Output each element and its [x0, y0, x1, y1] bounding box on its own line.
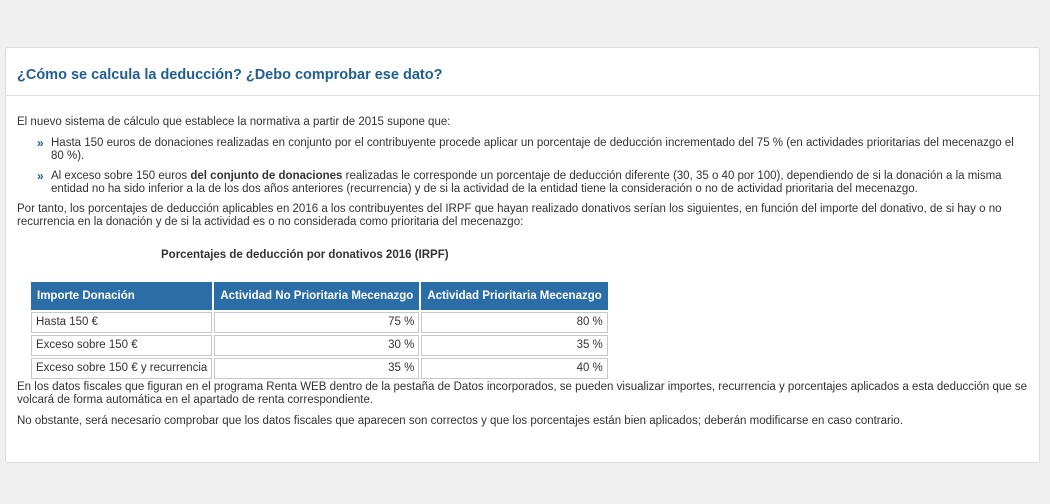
cell-prioritaria: 40 % — [421, 358, 607, 379]
table-caption: Porcentajes de deducción por donativos 2016 (IRPF) — [161, 249, 449, 261]
paragraph-renta-web: En los datos fiscales que figuran en el programa Renta WEB dentro de la pestaña de Datos incorporados, se pueden visualizar importes, recurrencia y porcentajes aplicados a esta deducción que se volcará de forma automática en el apartado de renta correspondiente. — [17, 381, 1028, 406]
bullet-text-pre: Al exceso sobre 150 euros — [51, 170, 191, 182]
deduction-table — [29, 280, 610, 381]
column-header-no-prioritaria: Actividad No Prioritaria Mecenazgo — [214, 282, 419, 310]
faq-panel — [5, 47, 1040, 463]
cell-importe: Exceso sobre 150 € y recurrencia — [31, 358, 212, 379]
table-row — [31, 335, 608, 356]
bullet-text-bold: del conjunto de donaciones — [190, 170, 343, 182]
cell-importe: Exceso sobre 150 € — [31, 335, 212, 356]
list-item — [37, 170, 1028, 196]
panel-heading — [6, 48, 1039, 96]
double-chevron-right-icon: » — [37, 136, 44, 150]
column-header-importe: Importe Donación — [31, 282, 212, 310]
cell-no-prioritaria: 75 % — [214, 312, 419, 333]
bullet-list — [17, 137, 1028, 196]
table-header-row — [31, 282, 608, 310]
cell-prioritaria: 80 % — [421, 312, 607, 333]
list-item — [37, 137, 1028, 163]
cell-no-prioritaria: 30 % — [214, 335, 419, 356]
panel-body — [6, 96, 1039, 428]
bullet-text-post: realizadas le corresponde un porcentaje de deducción diferente (30, 35 o 40 por 100), dependiendo de si la donación a la misma entidad no ha sido inferior a la de los dos años anteriores (recurrencia) y de si la actividad de la entidad tiene la consideración o no de actividad prioritaria del mecenazgo. — [51, 170, 1002, 195]
cell-no-prioritaria: 35 % — [214, 358, 419, 379]
table-row — [31, 312, 608, 333]
intro-paragraph: El nuevo sistema de cálculo que establece la normativa a partir de 2015 supone que: — [17, 116, 451, 128]
page-title: ¿Cómo se calcula la deducción? ¿Debo comprobar ese dato? — [17, 67, 443, 83]
bullet-text: Hasta 150 euros de donaciones realizadas en conjunto por el contribuyente procede aplicar un porcentaje de deducción incrementado del 75 % (en actividades prioritarias del mecenazgo el 80 %). — [51, 137, 1014, 162]
cell-importe: Hasta 150 € — [31, 312, 212, 333]
double-chevron-right-icon: » — [37, 169, 44, 183]
table-row — [31, 358, 608, 379]
paragraph-percentages: Por tanto, los porcentajes de deducción aplicables en 2016 a los contribuyentes del IRPF que hayan realizado donativos serían los siguientes, en función del importe del donativo, de si hay o no recurrencia en la donación y de si la actividad es o no considerada como prioritaria del mecenazgo: — [17, 203, 1002, 228]
column-header-prioritaria: Actividad Prioritaria Mecenazgo — [421, 282, 607, 310]
paragraph-comprobar: No obstante, será necesario comprobar que los datos fiscales que aparecen son correctos y que los porcentajes están bien aplicados; deberán modificarse en caso contrario. — [17, 415, 904, 427]
cell-prioritaria: 35 % — [421, 335, 607, 356]
